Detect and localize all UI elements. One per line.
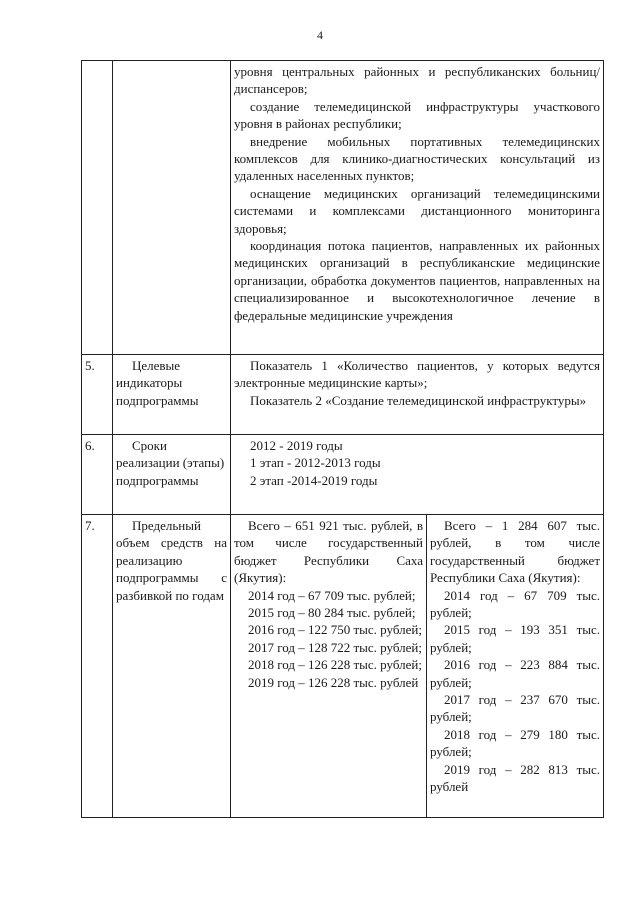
content-paragraph: создание телемедицинской инфраструктуры участкового уровня в районах республики; xyxy=(234,98,601,132)
budget-year: 2019 год – 282 813 тыс. рублей xyxy=(430,761,601,795)
passport-table xyxy=(81,60,604,818)
term-line: 1 этап - 2012-2013 годы xyxy=(250,455,381,471)
content-paragraph: Показатель 2 «Создание телемедицинской инфраструктуры» xyxy=(250,392,587,408)
content-paragraph: Показатель 1 «Количество пациентов, у которых ведутся электронные медицинские карты»; xyxy=(234,358,601,391)
content-paragraph: внедрение мобильных портативных телемедицинских комплексов для клинико-диагностических консультаций из удаленных населенных пунктов; xyxy=(234,133,601,184)
row-name: Предельный объем средств на реализацию подпрограммы с разбивкой по годам xyxy=(116,518,227,603)
row-content-cell xyxy=(231,355,604,435)
row-content-cell xyxy=(231,61,604,355)
term-line: 2012 - 2019 годы xyxy=(250,438,343,453)
budget-left-cell xyxy=(231,515,427,818)
term-line: 2 этап -2014-2019 годы xyxy=(250,472,378,488)
row-name-cell xyxy=(113,61,231,355)
budget-year: 2017 год – 237 670 тыс. рублей; xyxy=(430,692,601,725)
budget-year: 2018 год – 279 180 тыс. рублей; xyxy=(430,726,601,760)
budget-year: 2018 год – 126 228 тыс. рублей; xyxy=(248,657,422,673)
page-number: 4 xyxy=(317,28,323,42)
budget-total: Всего – 651 921 тыс. рублей, в том числе государственный бюджет Республики Саха (Якутия): xyxy=(234,518,423,586)
budget-year: 2014 год – 67 709 тыс. рублей; xyxy=(248,587,416,603)
content-paragraph: координация потока пациентов, направленных их районных медицинских организаций в республиканские медицинские организации, обработка документов пациентов, направленных на специализированное и высокотехнологичное лечение в федеральные медицинские учреждения xyxy=(234,238,601,323)
budget-year: 2014 год – 67 709 тыс. рублей; xyxy=(430,587,601,621)
table-row-6 xyxy=(82,435,604,515)
table-row-continuation xyxy=(82,61,604,355)
content-paragraph: оснащение медицинских организаций телемедицинскими системами и комплексами дистанционного мониторинга здоровья; xyxy=(234,185,601,236)
budget-year: 2017 год – 128 722 тыс. рублей; xyxy=(248,639,422,655)
budget-year: 2015 год – 193 351 тыс. рублей; xyxy=(430,622,601,655)
budget-right-cell xyxy=(427,515,604,818)
content-paragraph: уровня центральных районных и республиканских больниц/диспансеров; xyxy=(234,64,601,97)
budget-year: 2015 год – 80 284 тыс. рублей; xyxy=(248,605,416,621)
budget-year: 2019 год – 126 228 тыс. рублей xyxy=(248,674,419,690)
row-number-cell xyxy=(82,61,113,355)
row-name-cell xyxy=(113,515,231,818)
row-content-cell xyxy=(231,435,604,515)
row-number-cell: 5. xyxy=(82,355,113,435)
table-row-5 xyxy=(82,355,604,435)
row-name-cell xyxy=(113,435,231,515)
budget-year: 2016 год – 223 884 тыс. рублей; xyxy=(430,657,601,690)
budget-year: 2016 год – 122 750 тыс. рублей; xyxy=(248,622,422,638)
row-number-cell: 7. xyxy=(82,515,113,818)
row-number-cell: 6. xyxy=(82,435,113,515)
row-name: Сроки реализации (этапы) подпрограммы xyxy=(116,438,225,488)
table-row-7 xyxy=(82,515,604,818)
budget-total: Всего – 1 284 607 тыс. рублей, в том числе государственный бюджет Республики Саха (Якутия): xyxy=(430,518,601,586)
row-name: Целевые индикаторы подпрограммы xyxy=(116,358,199,408)
row-name-cell xyxy=(113,355,231,435)
